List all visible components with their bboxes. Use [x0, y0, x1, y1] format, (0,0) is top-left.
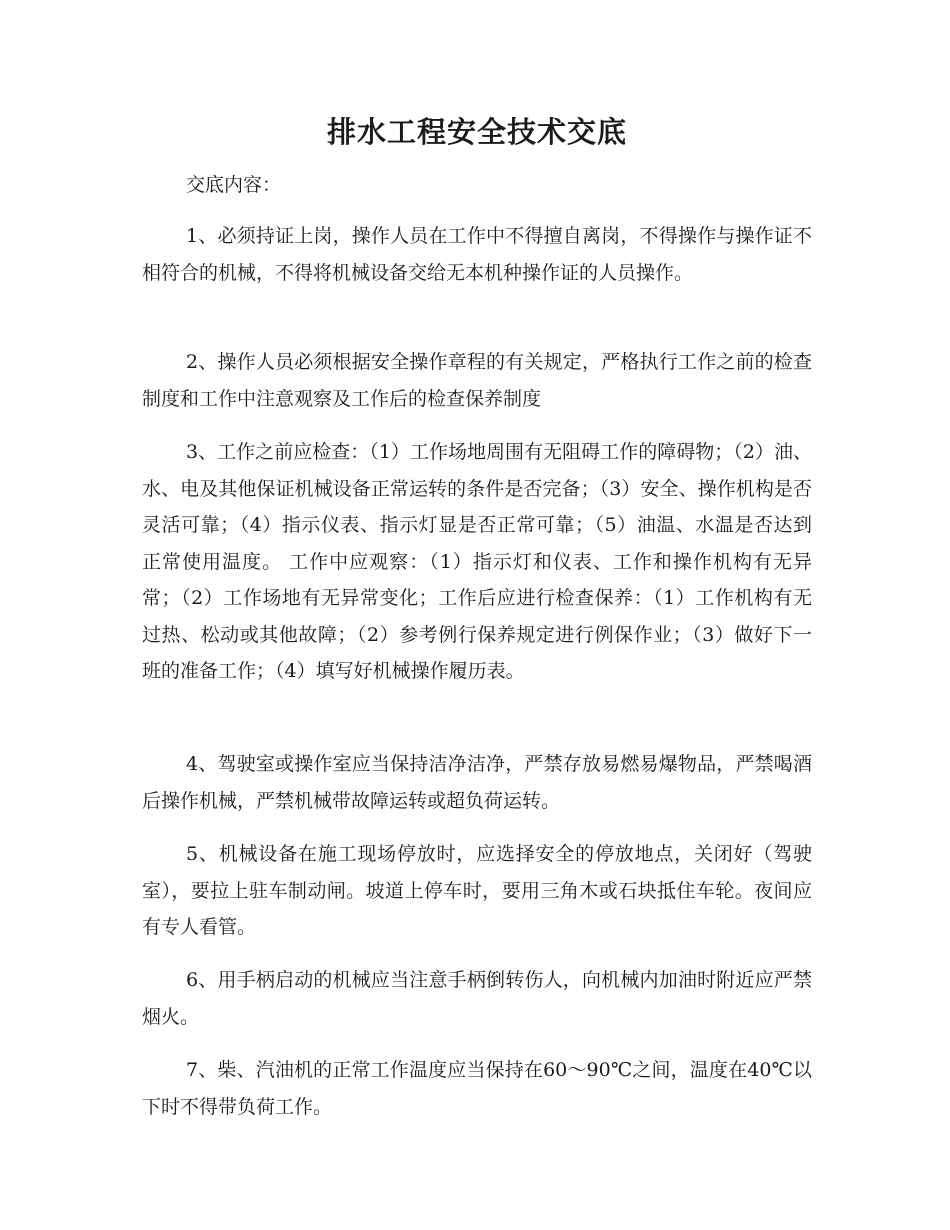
intro-label: 交底内容：	[186, 174, 282, 196]
document-page	[142, 0, 812, 1230]
document-title: 排水工程安全技术交底	[326, 115, 627, 149]
paragraph-1: 1、必须持证上岗，操作人员在工作中不得擅自离岗，不得操作与操作证不相符合的机械，不得将机械设备交给无本机种操作证的人员操作。	[142, 225, 812, 284]
paragraph-2: 2、操作人员必须根据安全操作章程的有关规定，严格执行工作之前的检查制度和工作中注意观察及工作后的检查保养制度	[142, 351, 812, 410]
paragraph-5: 5、机械设备在施工现场停放时，应选择安全的停放地点，关闭好（驾驶室），要拉上驻车制动闸。坡道上停车时，要用三角木或石块抵住车轮。夜间应有专人看管。	[142, 843, 812, 938]
paragraph-6: 6、用手柄启动的机械应当注意手柄倒转伤人，向机械内加油时附近应严禁烟火。	[142, 969, 812, 1028]
paragraph-4: 4、驾驶室或操作室应当保持洁净洁净，严禁存放易燃易爆物品，严禁喝酒后操作机械，严禁机械带故障运转或超负荷运转。	[142, 753, 812, 812]
paragraph-3: 3、工作之前应检查：（1）工作场地周围有无阻碍工作的障碍物；（2）油、水、电及其他保证机械设备正常运转的条件是否完备；（3）安全、操作机构是否灵活可靠；（4）指示仪表、指示灯显是否正常可靠；（5）油温、水温是否达到正常使用温度。 工作中应观察：（1）指示灯和仪表、工作和操作机构有无异常；（2）工作场地有无异常变化；工作后应进行检查保养：（1）工作机构有无过热、松动或其他故障；（2）参考例行保养规定进行例保作业；（3）做好下一班的准备工作；（4）填写好机械操作履历表。	[142, 441, 812, 682]
paragraph-7: 7、柴、汽油机的正常工作温度应当保持在60～90℃之间，温度在40℃以下时不得带负荷工作。	[142, 1059, 812, 1118]
